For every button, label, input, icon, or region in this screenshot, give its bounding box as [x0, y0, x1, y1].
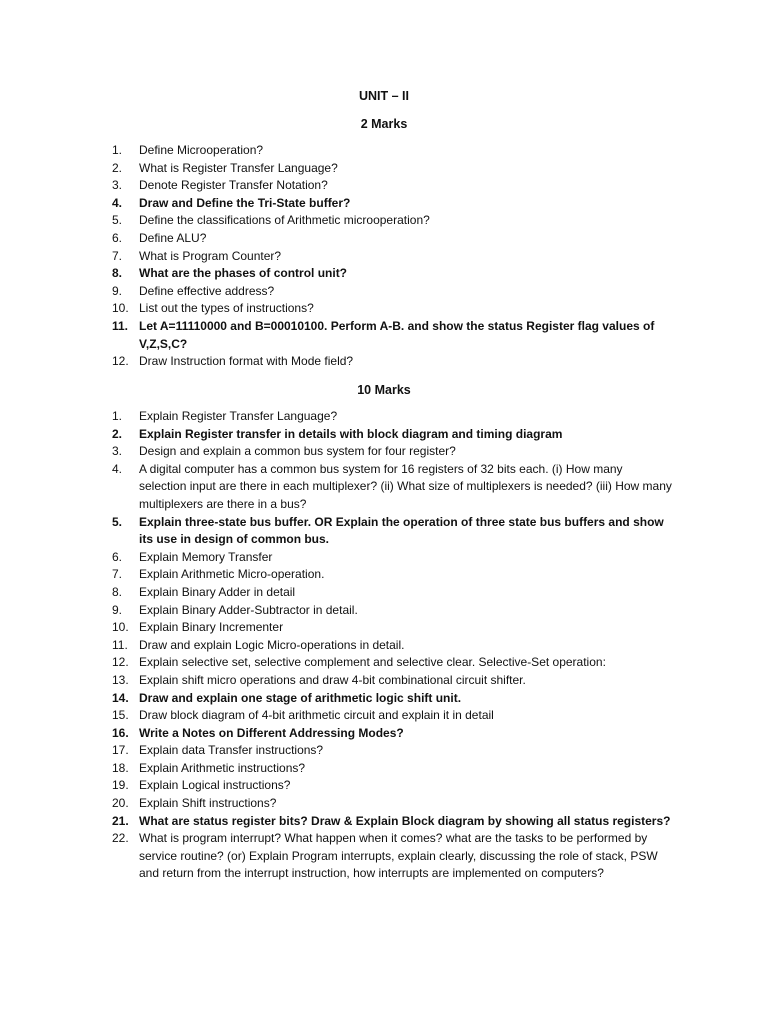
question-item	[112, 426, 672, 444]
question-number: 11.	[112, 318, 129, 333]
question-text: Denote Register Transfer Notation?	[139, 178, 328, 193]
question-text: What are the phases of control unit?	[139, 266, 348, 281]
question-item	[112, 707, 672, 725]
question-text: Define the classifications of Arithmetic microoperation?	[139, 213, 430, 228]
question-text: Explain Register transfer in details with block diagram and timing diagram	[139, 426, 563, 441]
question-item	[112, 408, 672, 426]
question-list-10-marks	[112, 408, 672, 883]
question-number: 9.	[112, 283, 123, 298]
question-text: Draw block diagram of 4-bit arithmetic circuit and explain it in detail	[139, 708, 494, 723]
question-text: Define effective address?	[139, 283, 275, 298]
question-item	[112, 584, 672, 602]
question-number: 12.	[112, 655, 129, 670]
question-text: Define ALU?	[139, 230, 207, 245]
question-number: 8.	[112, 266, 123, 281]
question-number: 2.	[112, 426, 123, 441]
question-number: 7.	[112, 248, 123, 263]
question-text: Design and explain a common bus system for four register?	[139, 444, 456, 459]
question-number: 1.	[112, 409, 123, 423]
question-item	[112, 353, 672, 371]
question-text: Explain Memory Transfer	[139, 549, 273, 564]
question-item	[112, 318, 672, 353]
question-item	[112, 777, 672, 795]
question-text: Explain Binary Adder-Subtractor in detail.	[139, 602, 358, 617]
question-item	[112, 283, 672, 301]
question-number: 2.	[112, 160, 123, 175]
question-text: Define Microoperation?	[139, 143, 264, 157]
question-item	[112, 265, 672, 283]
question-number: 12.	[112, 354, 129, 369]
question-text: Draw Instruction format with Mode field?	[139, 354, 354, 369]
question-text: Explain Register Transfer Language?	[139, 409, 338, 423]
question-item	[112, 813, 672, 831]
question-text: What is Register Transfer Language?	[139, 160, 338, 175]
question-list-2-marks	[112, 142, 672, 371]
question-text: Draw and explain Logic Micro-operations in detail.	[139, 637, 405, 652]
question-number: 10.	[112, 301, 129, 316]
question-item	[112, 177, 672, 195]
question-text: Explain shift micro operations and draw 4-bit combinational circuit shifter.	[139, 672, 526, 687]
question-number: 14.	[112, 690, 129, 705]
question-number: 15.	[112, 708, 129, 723]
question-number: 5.	[112, 514, 123, 529]
question-text: List out the types of instructions?	[139, 301, 314, 316]
question-text: What is Program Counter?	[139, 248, 282, 263]
question-number: 4.	[112, 195, 123, 210]
question-number: 7.	[112, 567, 123, 582]
question-item	[112, 742, 672, 760]
question-item	[112, 619, 672, 637]
question-item	[112, 461, 672, 514]
question-item	[112, 142, 672, 160]
question-number: 8.	[112, 584, 123, 599]
question-number: 1.	[112, 143, 123, 157]
question-text: Explain Binary Adder in detail	[139, 584, 296, 599]
question-item	[112, 760, 672, 778]
question-item	[112, 212, 672, 230]
question-item	[112, 690, 672, 708]
unit-title: UNIT – II	[358, 89, 409, 103]
question-item	[112, 160, 672, 178]
question-number: 20.	[112, 796, 129, 811]
question-item	[112, 443, 672, 461]
question-text: Write a Notes on Different Addressing Modes?	[139, 725, 404, 740]
question-number: 11.	[112, 637, 128, 652]
question-number: 6.	[112, 549, 123, 564]
question-item	[112, 725, 672, 743]
question-item	[112, 248, 672, 266]
question-text: Draw and Define the Tri-State buffer?	[139, 195, 351, 210]
question-item	[112, 602, 672, 620]
question-item	[112, 195, 672, 213]
question-item	[112, 300, 672, 318]
question-item	[112, 230, 672, 248]
question-item	[112, 654, 672, 672]
question-number: 9.	[112, 602, 123, 617]
question-text: Explain Binary Incrementer	[139, 620, 284, 635]
question-text: What is program interrupt? What happen when it comes? what are the tasks to be performed by service routine? (or) Explain Program interrupts, explain clearly, discussing the role of stack, PSW and return from the interrupt instruction, how interrupts are implemented on computers?	[139, 831, 658, 881]
question-number: 13.	[112, 672, 129, 687]
question-text: Explain three-state bus buffer. OR Explain the operation of three state bus buffers and show its use in design of common bus.	[139, 514, 664, 547]
question-text: Let A=11110000 and B=00010100. Perform A-B. and show the status Register flag values of V,Z,S,C?	[139, 318, 655, 351]
question-item	[112, 549, 672, 567]
question-item	[112, 514, 672, 549]
question-text: Explain Arithmetic Micro-operation.	[139, 567, 325, 582]
question-number: 6.	[112, 230, 123, 245]
question-number: 21.	[112, 813, 129, 828]
question-item	[112, 637, 672, 655]
question-item	[112, 672, 672, 690]
question-number: 10.	[112, 620, 129, 635]
question-number: 3.	[112, 444, 123, 459]
question-number: 3.	[112, 178, 123, 193]
question-number: 4.	[112, 461, 123, 476]
question-text: Explain selective set, selective complement and selective clear. Selective-Set operation:	[139, 655, 606, 670]
question-number: 18.	[112, 760, 129, 775]
question-number: 19.	[112, 778, 129, 793]
question-number: 22.	[112, 831, 129, 846]
question-text: Explain Shift instructions?	[139, 796, 277, 811]
question-text: What are status register bits? Draw & Explain Block diagram by showing all status registers?	[139, 813, 671, 828]
question-text: Draw and explain one stage of arithmetic logic shift unit.	[139, 690, 462, 705]
section-10-marks-title: 10 Marks	[357, 383, 411, 397]
question-item	[112, 566, 672, 584]
question-number: 5.	[112, 213, 123, 228]
question-text: Explain data Transfer instructions?	[139, 743, 324, 758]
question-text: Explain Logical instructions?	[139, 778, 291, 793]
section-2-marks-title: 2 Marks	[360, 117, 408, 131]
question-item	[112, 795, 672, 813]
question-number: 16.	[112, 725, 129, 740]
question-text: Explain Arithmetic instructions?	[139, 760, 306, 775]
question-text: A digital computer has a common bus system for 16 registers of 32 bits each. (i) How many selection input are there in each multiplexer? (ii) What size of multiplexers is needed? (iii) How many multiplexers are there in a bus?	[139, 461, 672, 511]
question-number: 17.	[112, 743, 129, 758]
question-item	[112, 830, 672, 883]
